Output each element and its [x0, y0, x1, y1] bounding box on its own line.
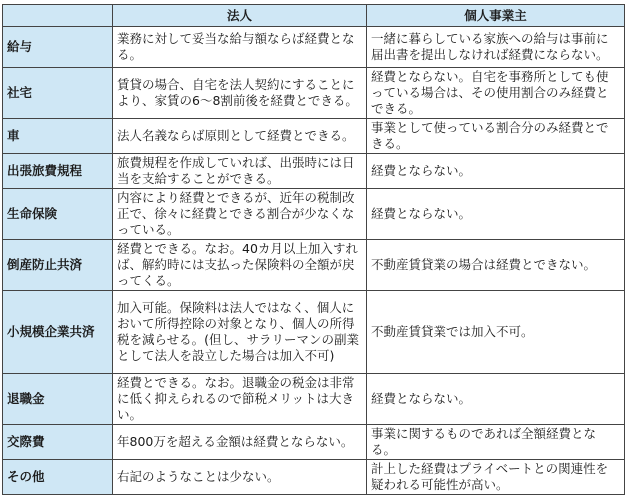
row-item-label: 倒産防止共済: [3, 240, 113, 291]
corporation-cell: 内容により経費とできるが、近年の税制改正で、徐々に経費とできる割合が少なくなっている。: [113, 189, 367, 240]
row-item-label: 退職金: [3, 374, 113, 425]
sole-proprietor-cell: 計上した経費はプライベートとの関連性を疑われる可能性が高い。: [367, 460, 625, 495]
sole-proprietor-cell: 不動産賃貸業の場合は経費とできない。: [367, 240, 625, 291]
table-row: [3, 291, 625, 374]
sole-proprietor-cell: 一緒に暮らしている家族への給与は事前に届出書を提出しなければ経費にならない。: [367, 27, 625, 68]
comparison-table: [2, 4, 625, 495]
sole-proprietor-cell: 経費とならない。: [367, 374, 625, 425]
row-item-label: 生命保険: [3, 189, 113, 240]
sole-proprietor-cell: 経費とならない。: [367, 154, 625, 189]
corporation-cell: 賃貸の場合、自宅を法人契約にすることにより、家賃の6～8割前後を経費とできる。: [113, 68, 367, 119]
header-sole-proprietor: 個人事業主: [367, 5, 625, 27]
row-item-label: 社宅: [3, 68, 113, 119]
row-item-label: その他: [3, 460, 113, 495]
header-row: [3, 5, 625, 27]
row-item-label: 出張旅費規程: [3, 154, 113, 189]
row-item-label: 交際費: [3, 425, 113, 460]
corporation-cell: 業務に対して妥当な給与額ならば経費となる。: [113, 27, 367, 68]
corporation-cell: 法人名義ならば原則として経費とできる。: [113, 119, 367, 154]
row-item-label: 車: [3, 119, 113, 154]
corporation-cell: 経費とできる。なお。40カ月以上加入すれば、解約時には支払った保険料の全額が戻ってくる。: [113, 240, 367, 291]
corporation-cell: 経費とできる。なお。退職金の税金は非常に低く抑えられるので節税メリットは大きい。: [113, 374, 367, 425]
table-row: [3, 27, 625, 68]
sole-proprietor-cell: 事業に関するものであれば全額経費となる。: [367, 425, 625, 460]
row-item-label: 給与: [3, 27, 113, 68]
table-row: [3, 68, 625, 119]
header-corporation: 法人: [113, 5, 367, 27]
sole-proprietor-cell: 事業として使っている割合分のみ経費とできる。: [367, 119, 625, 154]
corporation-cell: 年800万を超える金額は経費とならない。: [113, 425, 367, 460]
table-row: [3, 425, 625, 460]
sole-proprietor-cell: 経費とならない。自宅を事務所としても使っている場合は、その使用割合のみ経費とできる。: [367, 68, 625, 119]
table-row: [3, 119, 625, 154]
table-row: [3, 374, 625, 425]
corporation-cell: 旅費規程を作成していれば、出張時には日当を支給することができる。: [113, 154, 367, 189]
corporation-cell: 加入可能。保険料は法人ではなく、個人において所得控除の対象となり、個人の所得税を減らせる。(但し、サラリーマンの副業として法人を設立した場合は加入不可): [113, 291, 367, 374]
table-row: [3, 460, 625, 495]
corporation-cell: 右記のようなことは少ない。: [113, 460, 367, 495]
header-corner-cell: [3, 5, 113, 27]
table-row: [3, 189, 625, 240]
sole-proprietor-cell: 経費とならない。: [367, 189, 625, 240]
sole-proprietor-cell: 不動産賃貸業では加入不可。: [367, 291, 625, 374]
row-item-label: 小規模企業共済: [3, 291, 113, 374]
table-row: [3, 240, 625, 291]
table-row: [3, 154, 625, 189]
